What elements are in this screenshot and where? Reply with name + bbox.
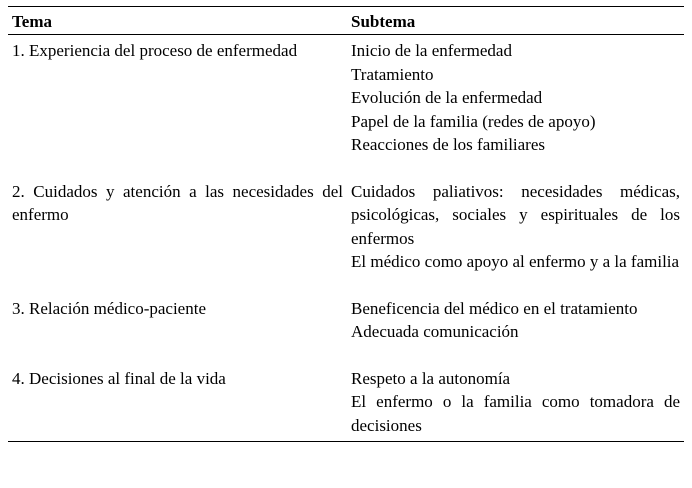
tema-cell: 1. Experiencia del proceso de enfermedad — [12, 41, 298, 60]
subtema-item: Adecuada comunicación — [351, 322, 519, 341]
themes-table — [8, 6, 684, 442]
subtema-cell — [347, 367, 684, 442]
table-row — [8, 180, 684, 297]
tema-cell: 4. Decisiones al final de la vida — [8, 367, 347, 442]
tema-cell: 3. Relación médico-paciente — [12, 298, 206, 318]
table-row — [8, 297, 684, 367]
subtema-item: Beneficencia del médico en el tratamiento — [351, 298, 638, 318]
subtema-item: Evolución de la enfermedad — [351, 88, 543, 107]
subtema-item: Tratamiento — [351, 64, 434, 84]
tema-cell: 2. Cuidados y atención a las necesidades del enfermo — [12, 181, 343, 224]
table-body — [8, 35, 684, 442]
table-header — [8, 7, 684, 35]
subtema-cell — [347, 35, 684, 180]
header-subtema: Subtema — [347, 7, 684, 35]
subtema-item: Inicio de la enfermedad — [351, 41, 512, 60]
table-row — [8, 35, 684, 180]
table-row — [8, 367, 684, 442]
subtema-cell — [347, 180, 684, 297]
subtema-item: Papel de la familia (redes de apoyo) — [351, 111, 596, 131]
subtema-item: Reacciones de los familiares — [351, 135, 546, 154]
header-tema: Tema — [8, 7, 347, 35]
subtema-item: El enfermo o la familia como tomadora de decisiones — [351, 392, 680, 435]
subtema-item: Cuidados paliativos: necesidades médicas, psicológicas, sociales y espirituales de los enfermos — [351, 181, 680, 248]
subtema-item: Respeto a la autonomía — [351, 368, 511, 388]
subtema-item: El médico como apoyo al enfermo y a la familia — [351, 252, 680, 271]
header-row — [8, 7, 684, 35]
subtema-cell — [347, 297, 684, 367]
